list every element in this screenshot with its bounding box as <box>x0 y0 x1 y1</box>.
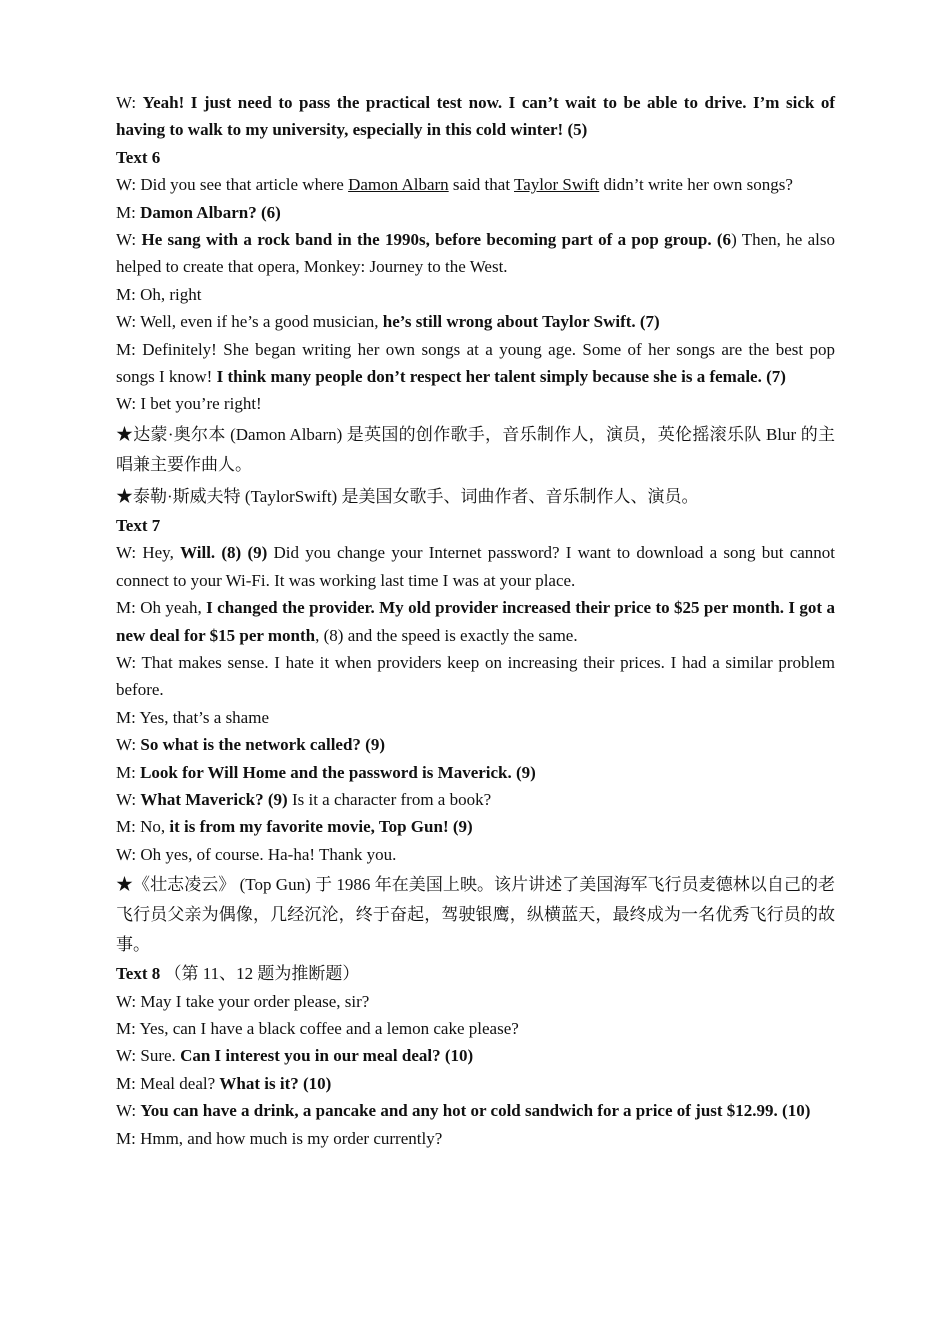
section-heading-text-7: Text 7 <box>116 515 161 535</box>
underlined-name: Damon Albarn <box>348 175 449 195</box>
dialogue-line: W: So what is the network called? (9) <box>116 735 385 755</box>
dialogue-line: M: Definitely! She began writing her own songs at a young age. Some of her songs are the best pop songs I know! I think many people don’t respect her talent simply because she is a female. (7) <box>116 339 835 387</box>
dialogue-line: W: Well, even if he’s a good musician, he’s still wrong about Taylor Swift. (7) <box>116 312 660 332</box>
dialogue-line: W: May I take your order please, sir? <box>116 991 370 1011</box>
dialogue-line: W: That makes sense. I hate it when providers keep on increasing their prices. I had a similar problem before. <box>116 652 835 700</box>
annotation-note: ★泰勒·斯威夫特 (TaylorSwift) 是美国女歌手、词曲作者、音乐制作人、演员。 <box>116 486 699 506</box>
section-heading-text-6: Text 6 <box>116 147 161 167</box>
annotation-note: ★《壮志凌云》 (Top Gun) 于 1986 年在美国上映。该片讲述了美国海军飞行员麦德林以自己的老飞行员父亲为偶像，几经沉沦，终于奋起，驾驶银鹰，纵横蓝天，最终成为一名优秀飞行员的故事。 <box>116 875 835 955</box>
dialogue-line: M: Look for Will Home and the password is Maverick. (9) <box>116 762 536 782</box>
dialogue-line: M: Oh yeah, I changed the provider. My old provider increased their price to $25 per month. I got a new deal for $15 per month, (8) and the speed is exactly the same. <box>116 598 835 645</box>
dialogue-line: M: No, it is from my favorite movie, Top Gun! (9) <box>116 817 473 837</box>
dialogue-line: W: Hey, Will. (8) (9) Did you change your Internet password? I want to download a song but cannot connect to your Wi-Fi. It was working last time I was at your place. <box>116 543 836 590</box>
dialogue-line: M: Meal deal? What is it? (10) <box>116 1073 332 1093</box>
dialogue-line: W: What Maverick? (9) Is it a character from a book? <box>116 789 492 809</box>
dialogue-line: W: Sure. Can I interest you in our meal deal? (10) <box>116 1046 474 1066</box>
dialogue-line: W: Oh yes, of course. Ha-ha! Thank you. <box>116 844 397 864</box>
dialogue-line: M: Yes, that’s a shame <box>116 707 269 727</box>
transcript-body <box>116 89 835 1152</box>
dialogue-line: M: Damon Albarn? (6) <box>116 202 281 222</box>
section-heading-text-8: Text 8 （第 11、12 题为推断题） <box>116 964 360 984</box>
dialogue-line: M: Oh, right <box>116 284 202 304</box>
dialogue-line: W: He sang with a rock band in the 1990s, before becoming part of a pop group. (6) Then, he also helped to create that opera, Monkey: Journey to the West. <box>116 230 836 277</box>
dialogue-line: M: Yes, can I have a black coffee and a lemon cake please? <box>116 1018 519 1038</box>
dialogue-line: W: I bet you’re right! <box>116 394 262 414</box>
annotation-note: ★达蒙·奥尔本 (Damon Albarn) 是英国的创作歌手，音乐制作人，演员，英伦摇滚乐队 Blur 的主唱兼主要作曲人。 <box>116 424 835 474</box>
dialogue-line: W: You can have a drink, a pancake and any hot or cold sandwich for a price of just $12.99. (10) <box>116 1101 811 1121</box>
underlined-name: Taylor Swift <box>514 175 600 195</box>
section-note: （第 11、12 题为推断题） <box>164 964 360 984</box>
dialogue-line: W: Did you see that article where Damon Albarn said that Taylor Swift didn’t write her own songs? <box>116 175 793 195</box>
dialogue-line: M: Hmm, and how much is my order currently? <box>116 1128 443 1148</box>
dialogue-line: W: Yeah! I just need to pass the practical test now. I can’t wait to be able to drive. I’m sick of having to walk to my university, especially in this cold winter! (5) <box>116 93 835 140</box>
